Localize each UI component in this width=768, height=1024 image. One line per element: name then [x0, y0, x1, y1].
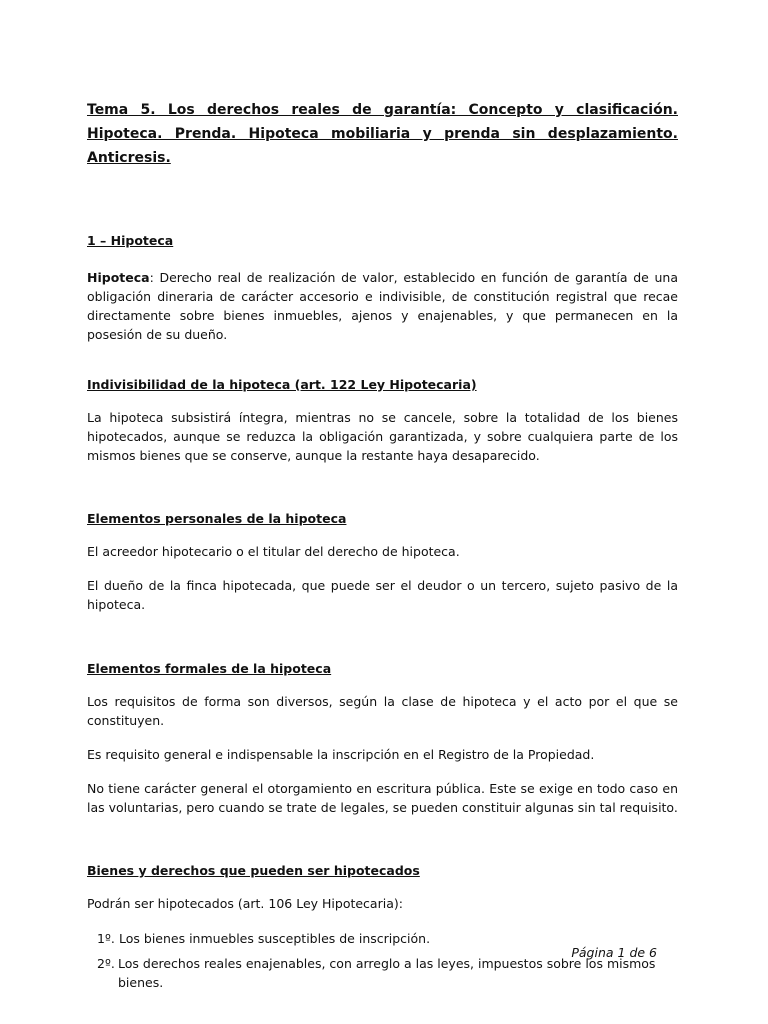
bienes-list: [87, 929, 678, 992]
elementos-personales-p1: El acreedor hipotecario o el titular del derecho de hipoteca.: [87, 544, 460, 559]
elementos-formales-p2: Es requisito general e indispensable la inscripción en el Registro de la Propiedad.: [87, 747, 595, 762]
page-number-footer: Página 1 de 6: [571, 945, 657, 960]
bienes-intro: Podrán ser hipotecados (art. 106 Ley Hipotecaria):: [87, 896, 403, 911]
subheading-indivisibilidad: Indivisibilidad de la hipoteca (art. 122 Ley Hipotecaria): [87, 377, 477, 392]
elementos-formales-p1: Los requisitos de forma son diversos, según la clase de hipoteca y el acto por el que se constituyen.: [87, 694, 678, 728]
hipoteca-definition: [87, 268, 678, 344]
document-title: Tema 5. Los derechos reales de garantía: Concepto y clasificación. Hipoteca. Prenda. Hipoteca mobiliaria y prenda sin desplazamiento. Anticresis.: [87, 102, 678, 166]
indivisibilidad-text: La hipoteca subsistirá íntegra, mientras no se cancele, sobre la totalidad de los bienes hipotecados, aunque se reduzca la obligación garantizada, y sobre cualquiera parte de los mismos bienes que se conserve, aunque la restante haya desaparecido.: [87, 410, 678, 463]
elementos-formales-p3: No tiene carácter general el otorgamiento en escritura pública. Este se exige en todo caso en las voluntarias, pero cuando se trate de legales, se pueden constituir algunas sin tal requisito.: [87, 781, 678, 815]
list-item-text: Los derechos reales enajenables, con arreglo a las leyes, impuestos sobre los mismos bienes.: [118, 956, 656, 990]
subheading-elementos-formales: Elementos formales de la hipoteca: [87, 661, 332, 676]
section-heading-hipoteca: 1 – Hipoteca: [87, 233, 174, 248]
definition-term: Hipoteca: [87, 270, 150, 285]
elementos-personales-p2: El dueño de la finca hipotecada, que puede ser el deudor o un tercero, sujeto pasivo de la hipoteca.: [87, 578, 678, 612]
list-item-text: Los bienes inmuebles susceptibles de inscripción.: [119, 931, 431, 946]
list-item-number: 2º.: [97, 956, 115, 971]
list-item-number: 1º.: [97, 931, 115, 946]
subheading-bienes: Bienes y derechos que pueden ser hipotecados: [87, 863, 420, 878]
subheading-elementos-personales: Elementos personales de la hipoteca: [87, 511, 347, 526]
document-body: [87, 98, 678, 998]
definition-text: : Derecho real de realización de valor, establecido en función de garantía de una obligación dineraria de carácter accesorio e indivisible, de constitución registral que recae directamente sobre bienes inmuebles, ajenos y enajenables, y que permanecen en la posesión de su dueño.: [87, 270, 678, 342]
